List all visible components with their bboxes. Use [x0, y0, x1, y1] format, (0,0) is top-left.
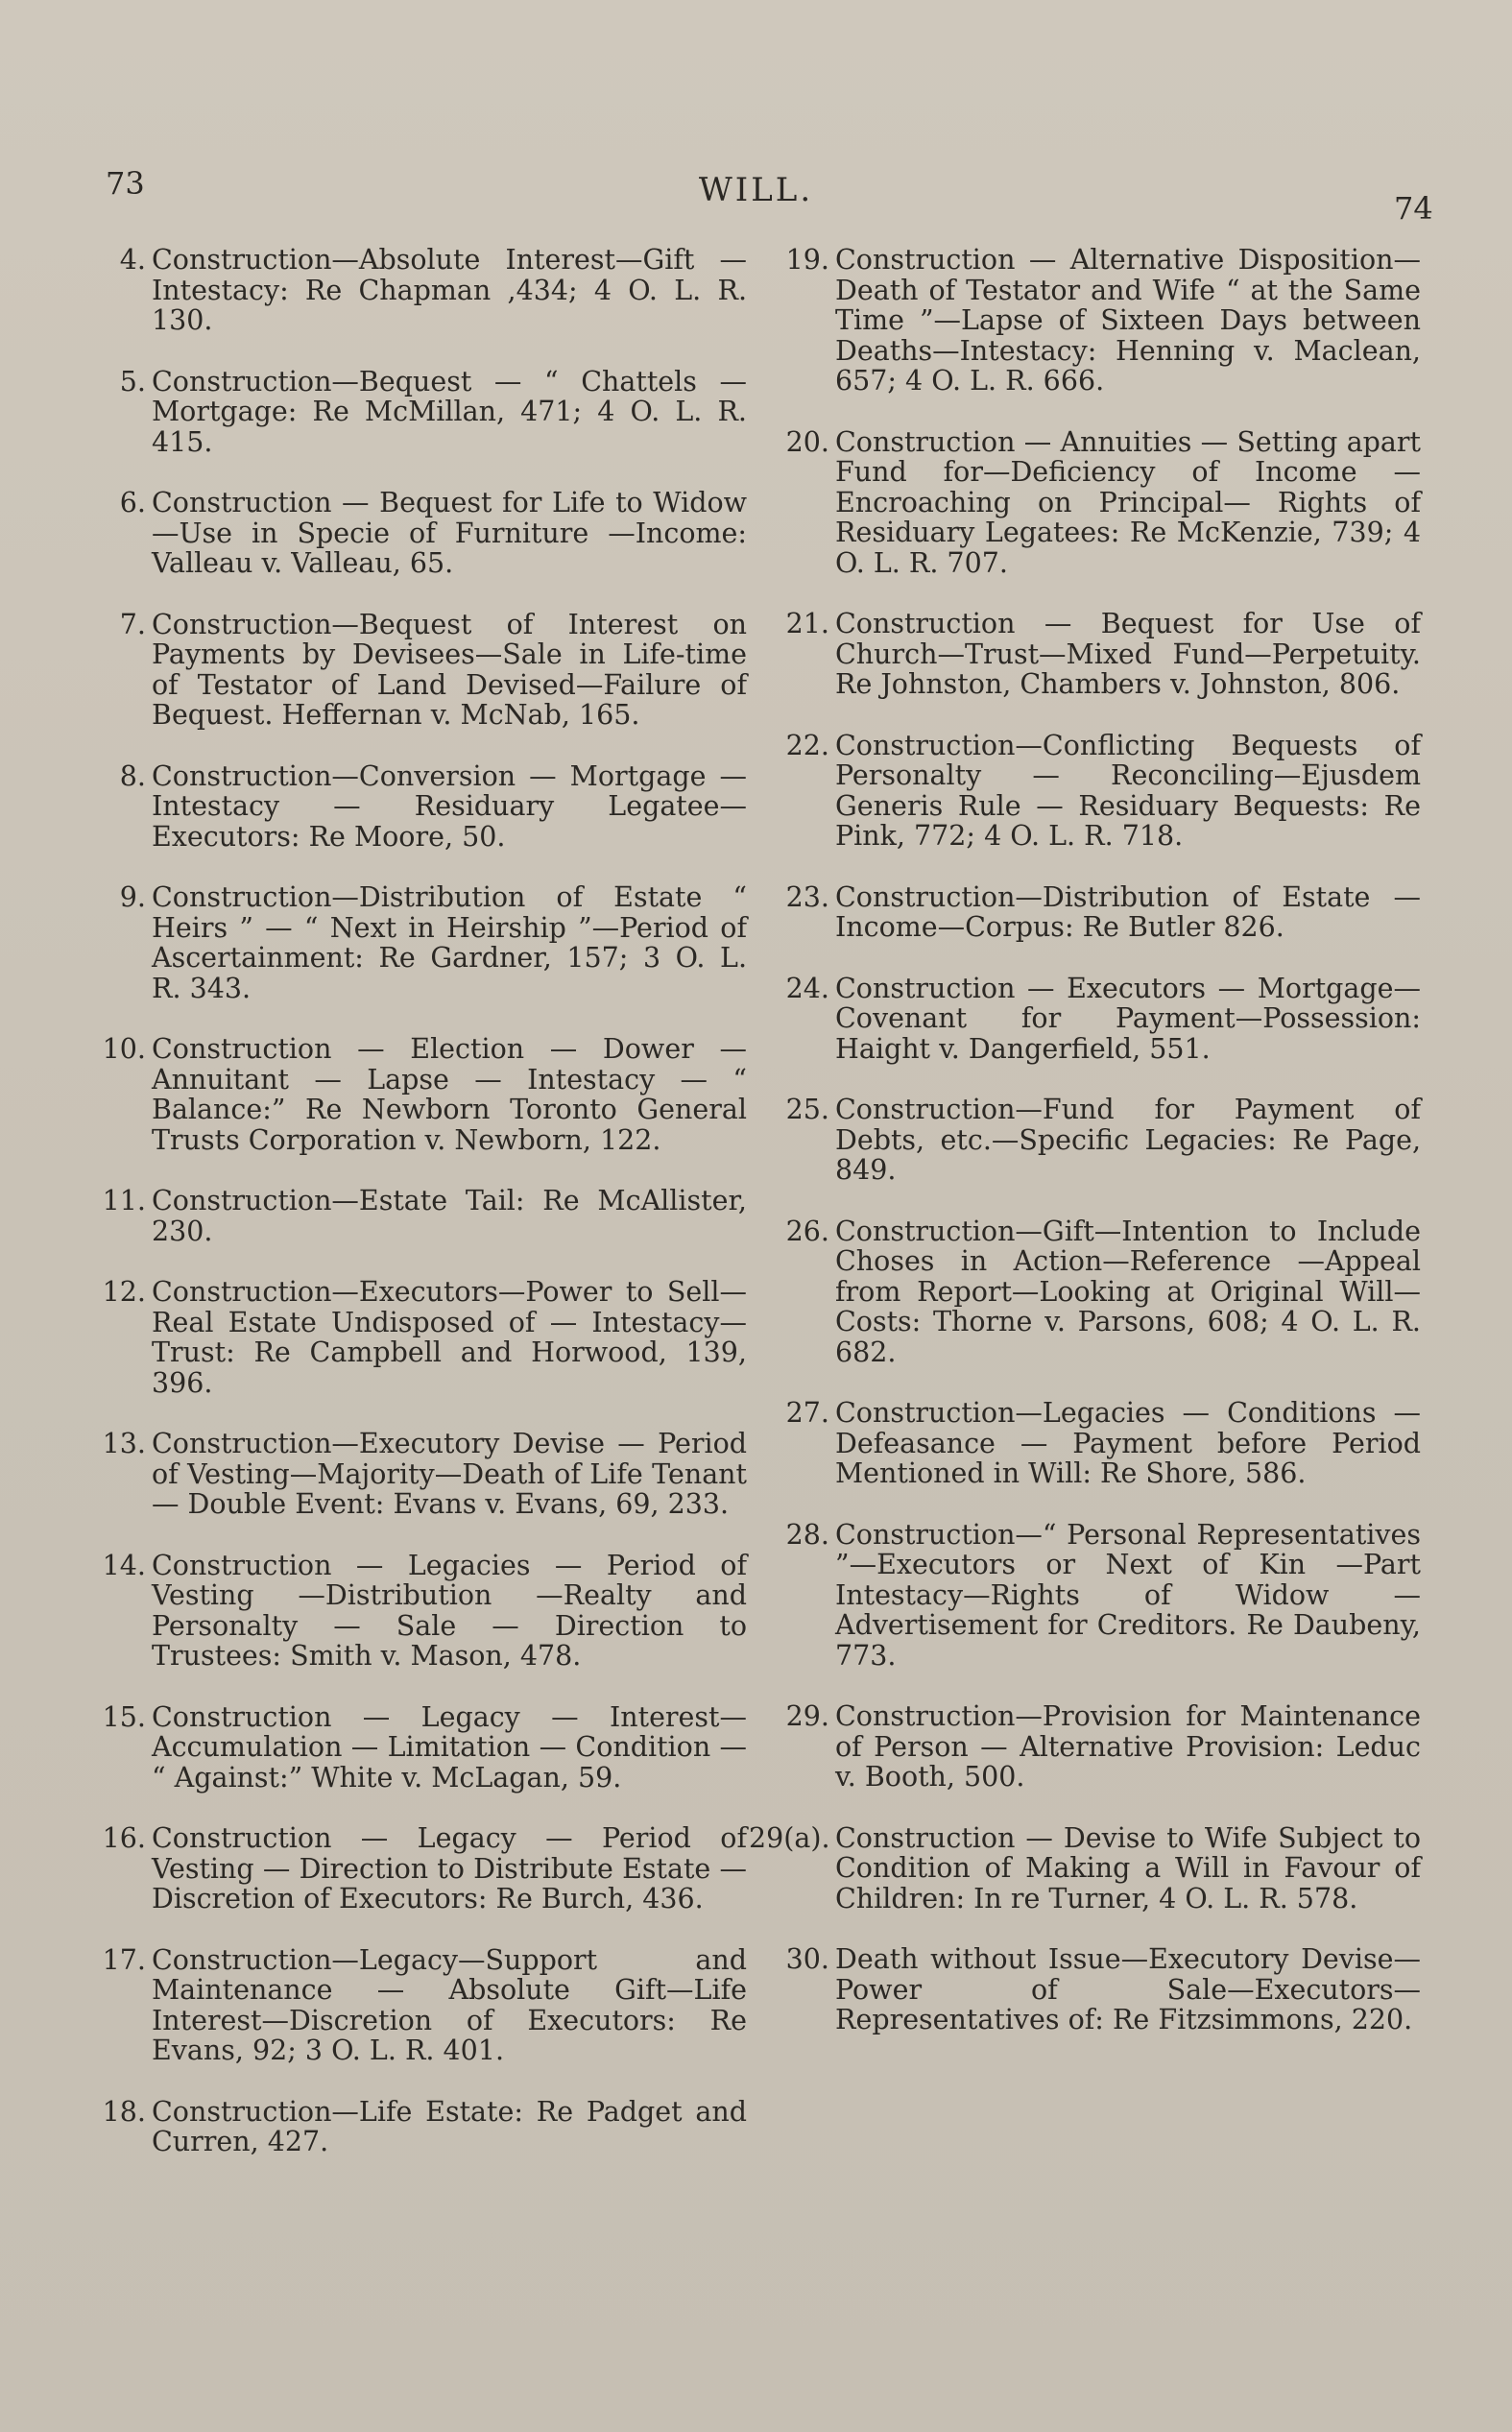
entry-text: Construction—Bequest — “ Chattels —Mortgage: Re McMillan, 471; 4 O. L. R. 415. — [152, 365, 747, 458]
entry-text: Construction—Executors—Power to Sell—Real Estate Undisposed of — Intestacy—Trust: Re Campbell and Horwood, 139, 396. — [152, 1276, 747, 1399]
entry-number: 16. — [102, 1822, 146, 1854]
index-entry — [65, 610, 747, 731]
entry-number: 11. — [102, 1185, 146, 1216]
index-entry — [749, 1216, 1421, 1368]
entry-text: Construction—Conversion — Mortgage —Intestacy — Residuary Legatee—Executors: Re Moore, 50. — [152, 759, 747, 853]
right-column — [749, 245, 1421, 2066]
entry-text: Construction—Bequest of Interest on Payments by Devisees—Sale in Life-time of Testator of Land Devised—Failure of Bequest. Heffernan v. McNab, 165. — [152, 608, 747, 731]
entry-text: Construction—Absolute Interest—Gift —Intestacy: Re Chapman ,434; 4 O. L. R. 130. — [152, 244, 747, 336]
index-entry — [65, 1945, 747, 2066]
left-column — [65, 245, 747, 2188]
entry-text: Construction—Distribution of Estate —Income—Corpus: Re Butler 826. — [835, 880, 1421, 943]
index-entry — [749, 882, 1421, 943]
entry-text: Construction — Bequest for Use of Church—Trust—Mixed Fund—Perpetuity. Re Johnston, Chambers v. Johnston, 806. — [835, 608, 1421, 700]
entry-number: 29(a). — [749, 1821, 830, 1854]
index-entry — [749, 1520, 1421, 1672]
entry-number: 30. — [785, 1943, 829, 1975]
entry-text: Construction—Legacy—Support and Maintenance — Absolute Gift—Life Interest—Discretion of Executors: Re Evans, 92; 3 O. L. R. 401. — [152, 1943, 747, 2066]
entry-number: 25. — [785, 1094, 829, 1125]
entry-number: 4. — [119, 244, 146, 276]
index-entry — [749, 609, 1421, 700]
entry-text: Construction—Life Estate: Re Padget and Curren, 427. — [152, 2095, 747, 2157]
index-entry — [65, 488, 747, 579]
index-entry — [65, 1034, 747, 1155]
entry-text: Construction—Legacies — Conditions — Defeasance — Payment before Period Mentioned in Will: Re Shore, 586. — [835, 1397, 1421, 1489]
entry-number: 24. — [785, 972, 829, 1004]
entry-number: 10. — [102, 1033, 146, 1065]
entry-text: Construction—Fund for Payment of Debts, etc.—Specific Legacies: Re Page, 849. — [835, 1094, 1421, 1186]
entry-number: 23. — [785, 880, 829, 913]
entry-number: 6. — [119, 487, 146, 518]
entry-text: Construction—Estate Tail: Re McAllister, 230. — [152, 1185, 747, 1247]
entry-number: 9. — [119, 881, 146, 913]
entry-number: 29. — [785, 1700, 829, 1732]
entry-number: 28. — [785, 1518, 829, 1551]
entry-text: Construction — Election — Dower — Annuitant — Lapse — Intestacy — “ Balance:” Re Newborn Toronto General Trusts Corporation v. Newborn, 122. — [152, 1033, 747, 1156]
entry-text: Construction — Annuities — Setting apart Fund for—Deficiency of Income — Encroaching on Principal— Rights of Residuary Legatees: Re McKenzie, 739; 4 O. L. R. 707. — [835, 425, 1421, 579]
index-entry — [65, 1186, 747, 1246]
entry-number: 15. — [102, 1700, 146, 1733]
index-entry — [749, 974, 1421, 1065]
index-entry — [65, 245, 747, 336]
entry-number: 27. — [785, 1397, 829, 1429]
index-entry — [749, 731, 1421, 852]
entry-number: 17. — [102, 1943, 146, 1976]
page-number-left: 73 — [106, 165, 145, 202]
index-entry — [65, 882, 747, 1003]
index-entry — [65, 1277, 747, 1398]
entry-text: Construction—Distribution of Estate “ Heirs ” — “ Next in Heirship ”—Period of Ascertainment: Re Gardner, 157; 3 O. L. R. 343. — [152, 881, 747, 1004]
index-entry — [65, 1551, 747, 1672]
entry-text: Construction — Legacy — Period of Vesting — Direction to Distribute Estate — Discretion of Executors: Re Burch, 436. — [152, 1822, 747, 1914]
index-entry — [65, 1702, 747, 1794]
index-entry — [749, 1823, 1421, 1914]
index-entry — [65, 367, 747, 458]
index-entry — [749, 1398, 1421, 1489]
entry-number: 14. — [102, 1549, 146, 1581]
index-entry — [749, 245, 1421, 397]
page-title: WILL. — [698, 171, 814, 209]
page-header — [0, 161, 1512, 229]
entry-number: 5. — [119, 365, 146, 397]
entry-number: 26. — [785, 1215, 829, 1247]
index-entry — [749, 1944, 1421, 2035]
entry-text: Construction—Gift—Intention to Include Choses in Action—Reference —Appeal from Report—Looking at Original Will—Costs: Thorne v. Parsons, 608; 4 O. L. R. 682. — [835, 1215, 1421, 1368]
index-entry — [749, 427, 1421, 579]
entry-text: Construction—Executory Devise — Period of Vesting—Majority—Death of Life Tenant — Double Event: Evans v. Evans, 69, 233. — [152, 1428, 747, 1520]
entry-number: 20. — [785, 425, 829, 458]
page-number-right: 74 — [1394, 190, 1433, 227]
entry-number: 22. — [785, 729, 829, 761]
entry-number: 21. — [785, 608, 829, 639]
entry-number: 7. — [119, 608, 146, 640]
entry-number: 19. — [785, 244, 829, 276]
entry-number: 13. — [102, 1428, 146, 1459]
entry-number: 8. — [119, 759, 146, 792]
entry-text: Construction — Legacy — Interest— Accumulation — Limitation — Condition — “ Against:” White v. McLagan, 59. — [152, 1700, 747, 1794]
index-entry — [65, 761, 747, 853]
entry-text: Construction—Conflicting Bequests of Personalty — Reconciling—Ejusdem Generis Rule — Residuary Bequests: Re Pink, 772; 4 O. L. R. 718. — [835, 729, 1421, 852]
index-entry — [65, 1823, 747, 1914]
entry-text: Construction — Devise to Wife Subject to Condition of Making a Will in Favour of Children: In re Turner, 4 O. L. R. 578. — [835, 1821, 1421, 1914]
entry-text: Construction—Provision for Maintenance of Person — Alternative Provision: Leduc v. Booth, 500. — [835, 1700, 1421, 1793]
entry-text: Death without Issue—Executory Devise—Power of Sale—Executors—Representatives of: Re Fitzsimmons, 220. — [835, 1943, 1421, 2035]
entry-text: Construction — Legacies — Period of Vesting —Distribution —Realty and Personalty — Sale — Direction to Trustees: Smith v. Mason, 478. — [152, 1549, 747, 1672]
index-entry — [749, 1095, 1421, 1186]
entry-number: 18. — [102, 2095, 146, 2128]
entry-number: 12. — [102, 1276, 146, 1308]
index-entry — [749, 1701, 1421, 1793]
index-entry — [65, 1429, 747, 1520]
entry-text: Construction—“ Personal Representatives ”—Executors or Next of Kin —Part Intestacy—Rights of Widow —Advertisement for Creditors. Re Daubeny, 773. — [835, 1518, 1421, 1672]
index-entry — [65, 2097, 747, 2157]
entry-text: Construction — Alternative Disposition—Death of Testator and Wife “ at the Same Time ”—Lapse of Sixteen Days between Deaths—Intestacy: Henning v. Maclean, 657; 4 O. L. R. 666. — [835, 244, 1421, 397]
entry-text: Construction — Bequest for Life to Widow—Use in Specie of Furniture —Income: Valleau v. Valleau, 65. — [152, 487, 747, 579]
entry-text: Construction — Executors — Mortgage—Covenant for Payment—Possession: Haight v. Dangerfield, 551. — [835, 972, 1421, 1065]
